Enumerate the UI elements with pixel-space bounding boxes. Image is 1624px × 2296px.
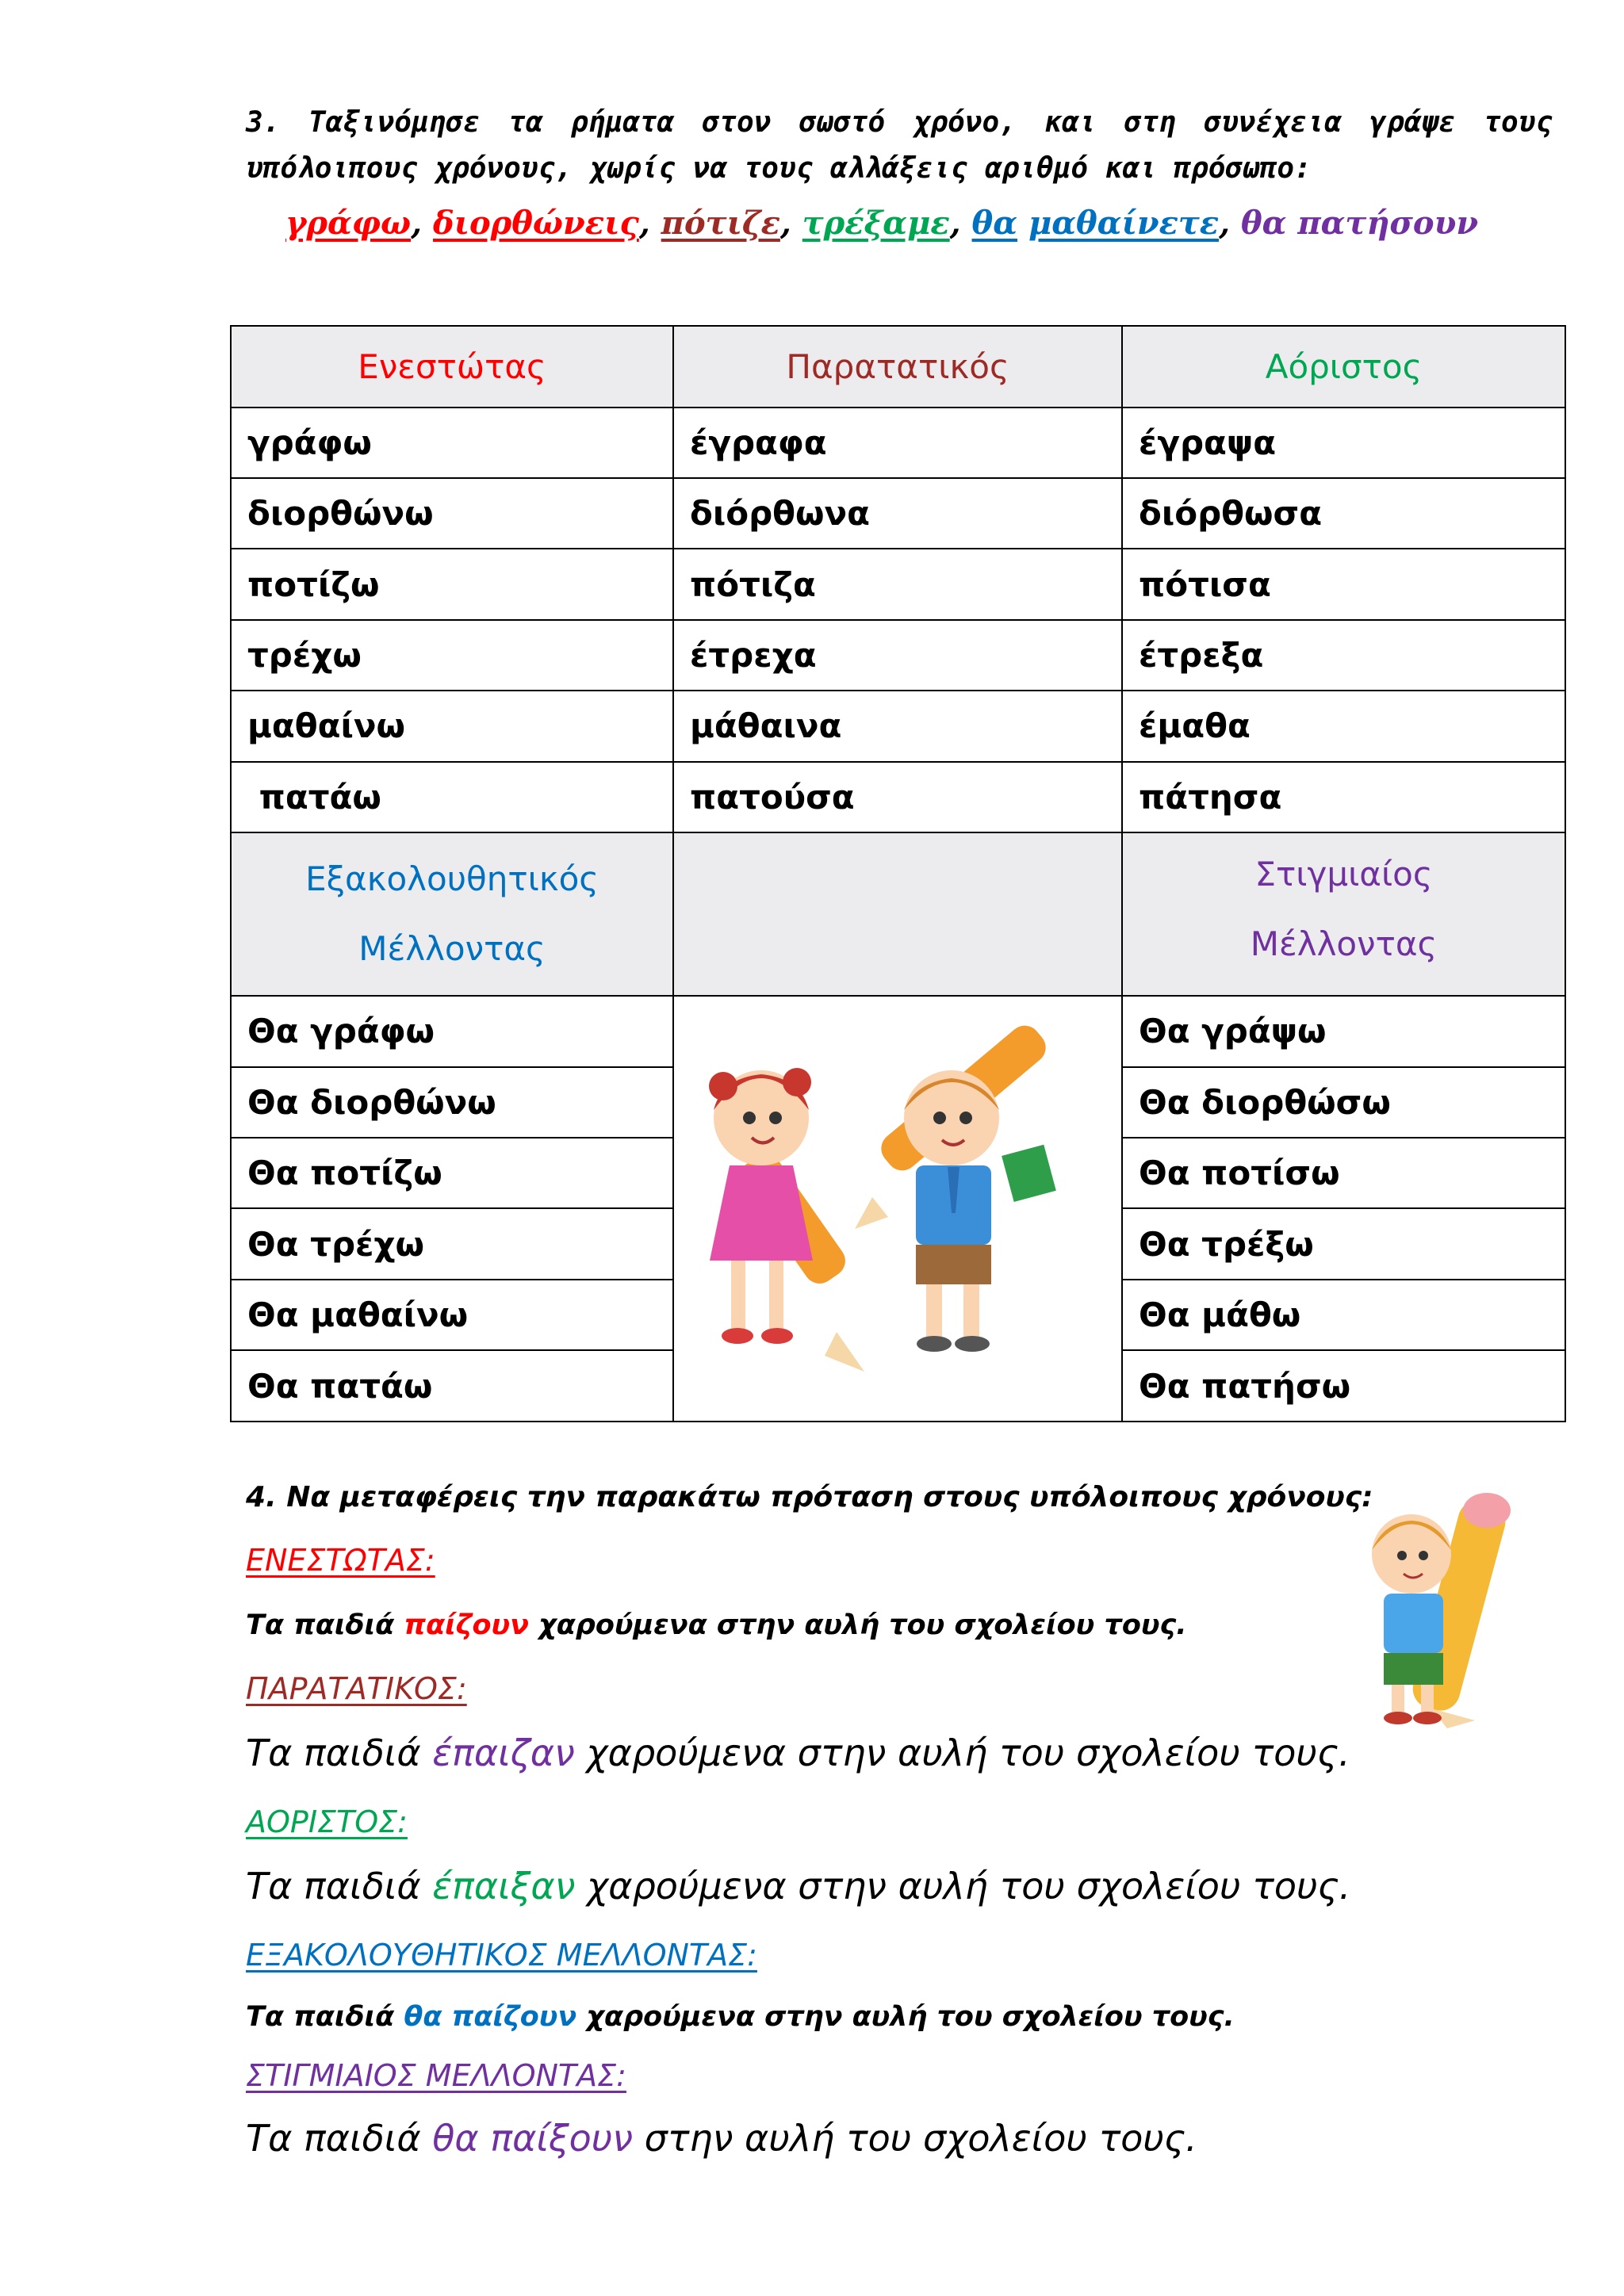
boy-with-pencil-illustration bbox=[1348, 1483, 1538, 1728]
sentence-aorist: Τα παιδιά έπαιξαν χαρούμενα στην αυλή του σχολείου τους. bbox=[246, 1865, 1351, 1908]
table-row bbox=[231, 691, 1565, 761]
header-past-continuous: Παρατατικός bbox=[673, 326, 1122, 408]
table-cell: Θα ποτίσω bbox=[1122, 1138, 1565, 1208]
verb-list: γράφω, διορθώνεις, πότιζε, τρέξαμε, θα μαθαίνετε, θα πατήσουν bbox=[285, 205, 1479, 242]
table-cell: τρέχω bbox=[231, 620, 673, 691]
label-future-continuous: ΕΞΑΚΟΛΟΥΘΗΤΙΚΟΣ ΜΕΛΛΟΝΤΑΣ: bbox=[246, 1938, 757, 1973]
table-cell: διορθώνω bbox=[231, 478, 673, 549]
table-cell: Θα διορθώνω bbox=[231, 1067, 673, 1138]
table-cell: διόρθωσα bbox=[1122, 478, 1565, 549]
table-row bbox=[231, 996, 1565, 1066]
verb-tha: θα bbox=[971, 205, 1017, 242]
table-cell: έτρεχα bbox=[673, 620, 1122, 691]
table-cell: Θα πατήσω bbox=[1122, 1350, 1565, 1422]
verb-grafo: γράφω bbox=[285, 205, 412, 242]
verb-potize: πότιζε bbox=[661, 205, 780, 242]
table-cell: Θα πατάω bbox=[231, 1350, 673, 1422]
label-aorist: ΑΟΡΙΣΤΟΣ: bbox=[246, 1804, 408, 1839]
exercise3-instruction: 3. Ταξινόμησε τα ρήματα στον σωστό χρόνο, και στη συνέχεια γράψε τους υπόλοιπους χρόνους, χωρίς να τους αλλάξεις αριθμό και πρόσωπο: bbox=[246, 106, 1553, 185]
table-cell: Θα μάθω bbox=[1122, 1280, 1565, 1350]
header-present: Ενεστώτας bbox=[231, 326, 673, 408]
table-cell: Θα τρέχω bbox=[231, 1208, 673, 1279]
kids-with-pencils-illustration bbox=[674, 999, 1118, 1411]
table-cell: Θα διορθώσω bbox=[1122, 1067, 1565, 1138]
kids-illustration-cell bbox=[673, 996, 1122, 1422]
table-row bbox=[231, 762, 1565, 832]
sentence-future-continuous: Τα παιδιά θα παίζουν χαρούμενα στην αυλή του σχολείου τους. bbox=[246, 2001, 1235, 2033]
verb-diorthoneis: διορθώνεις bbox=[432, 205, 639, 242]
verb-tha-patisoun: θα πατήσουν bbox=[1240, 205, 1479, 242]
table-cell: Θα γράψω bbox=[1122, 996, 1565, 1066]
table-row bbox=[231, 549, 1565, 619]
table-row bbox=[231, 620, 1565, 691]
exercise4-instruction: 4. Να μεταφέρεις την παρακάτω πρόταση στους υπόλοιπους χρόνους: bbox=[246, 1481, 1373, 1513]
table-cell: διόρθωνα bbox=[673, 478, 1122, 549]
table-cell: Θα ποτίζω bbox=[231, 1138, 673, 1208]
table-cell: έγραφα bbox=[673, 408, 1122, 478]
table-cell: πατάω bbox=[231, 762, 673, 832]
table-header-row bbox=[231, 326, 1565, 408]
label-past-continuous: ΠΑΡΑΤΑΤΙΚΟΣ: bbox=[246, 1671, 467, 1706]
table-cell: πατούσα bbox=[673, 762, 1122, 832]
tense-table bbox=[230, 325, 1566, 1422]
sentence-future-simple: Τα παιδιά θα παίξουν στην αυλή του σχολείου τους. bbox=[246, 2117, 1197, 2160]
sentence-present: Τα παιδιά παίζουν χαρούμενα στην αυλή του σχολείου τους. bbox=[246, 1609, 1187, 1641]
table-cell: Θα τρέξω bbox=[1122, 1208, 1565, 1279]
table-cell: πότισα bbox=[1122, 549, 1565, 619]
future-header-row bbox=[231, 832, 1565, 996]
verb-trexame: τρέξαμε bbox=[802, 205, 950, 242]
sentence-past-continuous: Τα παιδιά έπαιζαν χαρούμενα στην αυλή του σχολείου τους. bbox=[246, 1732, 1350, 1774]
label-present: ΕΝΕΣΤΩΤΑΣ: bbox=[246, 1543, 435, 1578]
table-cell: έγραψα bbox=[1122, 408, 1565, 478]
table-cell: έτρεξα bbox=[1122, 620, 1565, 691]
table-cell: μαθαίνω bbox=[231, 691, 673, 761]
table-cell: Θα γράφω bbox=[231, 996, 673, 1066]
header-aorist: Αόριστος bbox=[1122, 326, 1565, 408]
boy-figure bbox=[855, 1019, 1056, 1351]
table-cell: πότιζα bbox=[673, 549, 1122, 619]
table-row bbox=[231, 478, 1565, 549]
table-cell: γράφω bbox=[231, 408, 673, 478]
table-row bbox=[231, 408, 1565, 478]
verb-mathainete: μαθαίνετε bbox=[1028, 205, 1220, 242]
table-cell: Θα μαθαίνω bbox=[231, 1280, 673, 1350]
table-cell: πάτησα bbox=[1122, 762, 1565, 832]
table-cell: ποτίζω bbox=[231, 549, 673, 619]
header-future-simple: Στιγμιαίος Μέλλοντας bbox=[1122, 832, 1565, 996]
table-cell: έμαθα bbox=[1122, 691, 1565, 761]
header-future-continuous: Εξακολουθητικός Μέλλοντας bbox=[231, 832, 673, 996]
label-future-simple: ΣΤΙΓΜΙΑΙΟΣ ΜΕΛΛΟΝΤΑΣ: bbox=[246, 2058, 626, 2093]
girl-figure bbox=[709, 1068, 864, 1372]
table-cell: μάθαινα bbox=[673, 691, 1122, 761]
empty-header-cell bbox=[673, 832, 1122, 996]
